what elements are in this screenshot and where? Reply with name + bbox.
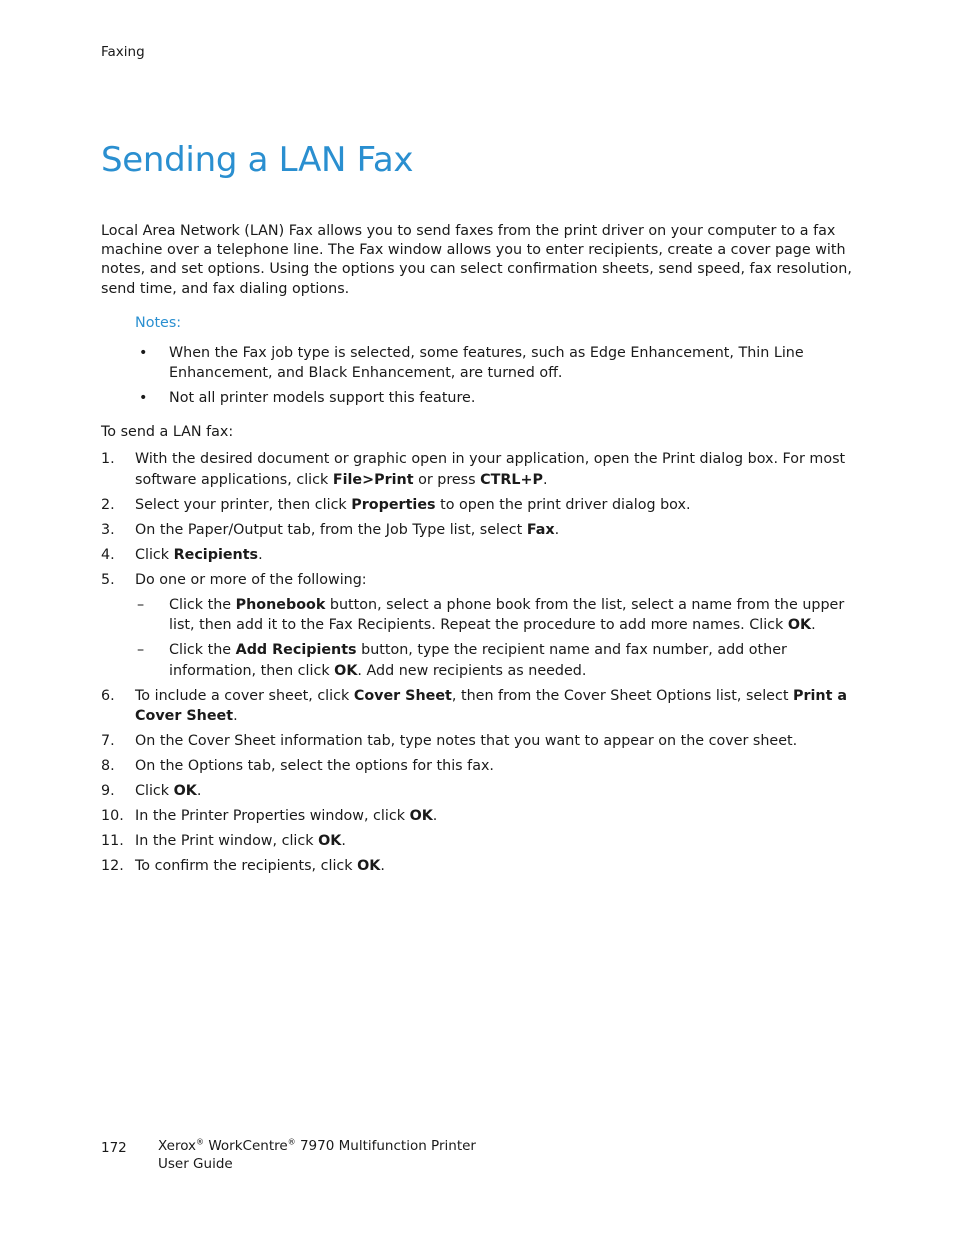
footer-product — [158, 1138, 476, 1173]
step-number: 6. — [101, 687, 115, 704]
step-number: 1. — [101, 451, 115, 467]
page-title: Sending a LAN Fax — [101, 140, 414, 180]
step-text: To include a cover sheet, click — [135, 687, 354, 704]
footer-doc-type: User Guide — [158, 1155, 233, 1172]
step-text: or press — [413, 471, 481, 488]
notes-list — [101, 344, 861, 415]
procedure-steps — [101, 449, 861, 881]
step-text: On the Options tab, select the options for this fax. — [135, 758, 494, 774]
procedure-step — [101, 495, 861, 516]
ui-term: OK — [409, 808, 433, 824]
step-body — [135, 522, 559, 538]
substep-item — [135, 595, 861, 636]
step-text: . — [196, 783, 202, 799]
step-number: 3. — [101, 521, 115, 538]
ui-term: Cover Sheet — [353, 687, 452, 704]
procedure-step — [101, 570, 861, 682]
substep-item — [135, 640, 861, 681]
ui-term: OK — [787, 617, 812, 633]
step-text: . — [341, 833, 346, 849]
step-text: On the Paper/Output tab, from the Job Type list, select — [135, 521, 527, 538]
step-number: 4. — [101, 546, 115, 563]
step-text: To confirm the recipients, click — [135, 858, 358, 874]
step-number: 8. — [101, 758, 115, 774]
step-text: . Add new recipients as needed. — [357, 662, 587, 679]
ui-term: OK — [334, 662, 358, 679]
step-number: 5. — [101, 571, 115, 588]
step-number: 12. — [101, 858, 124, 874]
step-text: Do one or more of the following: — [135, 571, 367, 588]
step-number: 7. — [101, 733, 115, 749]
note-item: • When the Fax job type is selected, some features, such as Edge Enhancement, Thin Line Enhancement, and Black Enhancement, are turned off. — [139, 345, 804, 381]
step-body — [135, 451, 845, 488]
step-text: Select your printer, then click — [135, 496, 352, 513]
procedure-step — [101, 686, 861, 727]
step-text: button, select a phone book from the list, select a name from the upper list, then add it to the Fax Recipients. Repeat the procedure to add more names. Click — [169, 596, 845, 633]
step-body — [135, 858, 385, 874]
ui-term: OK — [318, 833, 342, 849]
note-item: • Not all printer models support this feature. — [101, 389, 861, 409]
step-body — [135, 547, 263, 563]
ui-term: Properties — [351, 496, 436, 513]
step-body — [135, 572, 367, 588]
procedure-lead: To send a LAN fax: — [101, 424, 234, 440]
substep-list — [135, 595, 861, 682]
step-text: In the Print window, click — [135, 833, 319, 849]
step-body — [135, 688, 847, 725]
step-body — [135, 733, 797, 749]
bullet-icon: • — [139, 345, 148, 361]
procedure-step — [101, 449, 861, 490]
step-body — [135, 497, 691, 513]
footer-product-line: Xerox® WorkCentre® 7970 Multifunction Printer — [158, 1137, 476, 1154]
step-number: 11. — [101, 833, 124, 849]
step-number: 10. — [101, 808, 124, 824]
ui-term: OK — [357, 858, 381, 874]
step-text: . — [432, 808, 438, 824]
intro-paragraph: Local Area Network (LAN) Fax allows you to send faxes from the print driver on your computer to a fax machine over a telephone line. The Fax window allows you to enter recipients, create a cover page with notes, and set options. Using the options you can select confirmation sheets, send speed, fax resolution, send time, and fax dialing options. — [101, 223, 852, 297]
procedure-step — [101, 856, 861, 877]
registered-mark: ® — [196, 1137, 205, 1147]
procedure-step — [101, 806, 861, 827]
step-text: Click — [135, 546, 174, 563]
step-text: . — [554, 521, 560, 538]
ui-term: Recipients — [173, 546, 259, 563]
ui-term: Add Recipients — [235, 642, 357, 658]
ui-term: Fax — [526, 521, 555, 538]
running-header: Faxing — [101, 44, 145, 60]
ui-term: Print a Cover Sheet — [135, 687, 848, 724]
step-text: In the Printer Properties window, click — [135, 808, 410, 824]
step-text: Click the — [169, 642, 236, 658]
procedure-step — [101, 781, 861, 802]
step-text: . — [258, 546, 263, 563]
step-text: , then from the Cover Sheet Options list, select — [451, 687, 793, 704]
step-text: Click the — [169, 596, 236, 613]
step-text: . — [542, 471, 548, 488]
step-text: button, type the recipient name and fax number, add other information, then click — [169, 642, 787, 679]
step-body — [135, 783, 201, 799]
step-body — [135, 808, 437, 824]
step-text: With the desired document or graphic open in your application, open the Print dialog box. For most software applications, click — [135, 451, 846, 488]
step-body — [135, 758, 494, 774]
step-text: to open the print driver dialog box. — [435, 496, 691, 513]
ui-term: Phonebook — [235, 596, 326, 613]
bullet-icon: • — [139, 390, 148, 406]
notes-label: Notes: — [135, 315, 182, 331]
ui-term: File>Print — [332, 471, 414, 488]
procedure-step — [101, 520, 861, 541]
step-number: 2. — [101, 496, 115, 513]
ui-term: CTRL+P — [480, 471, 543, 488]
step-text: . — [233, 708, 238, 724]
dash-icon: – — [137, 642, 145, 658]
step-body — [135, 833, 346, 849]
step-text: . — [380, 858, 385, 874]
procedure-step — [101, 756, 861, 777]
ui-term: OK — [173, 783, 197, 799]
step-text: . — [811, 617, 816, 633]
step-text: On the Cover Sheet information tab, type notes that you want to appear on the cover sheet. — [135, 733, 798, 749]
procedure-step — [101, 545, 861, 566]
page-number: 172 — [101, 1140, 127, 1156]
step-number: 9. — [101, 783, 115, 799]
procedure-step — [101, 731, 861, 752]
dash-icon: – — [137, 596, 145, 613]
step-text: Click — [135, 783, 174, 799]
procedure-step — [101, 831, 861, 852]
registered-mark: ® — [287, 1137, 296, 1147]
